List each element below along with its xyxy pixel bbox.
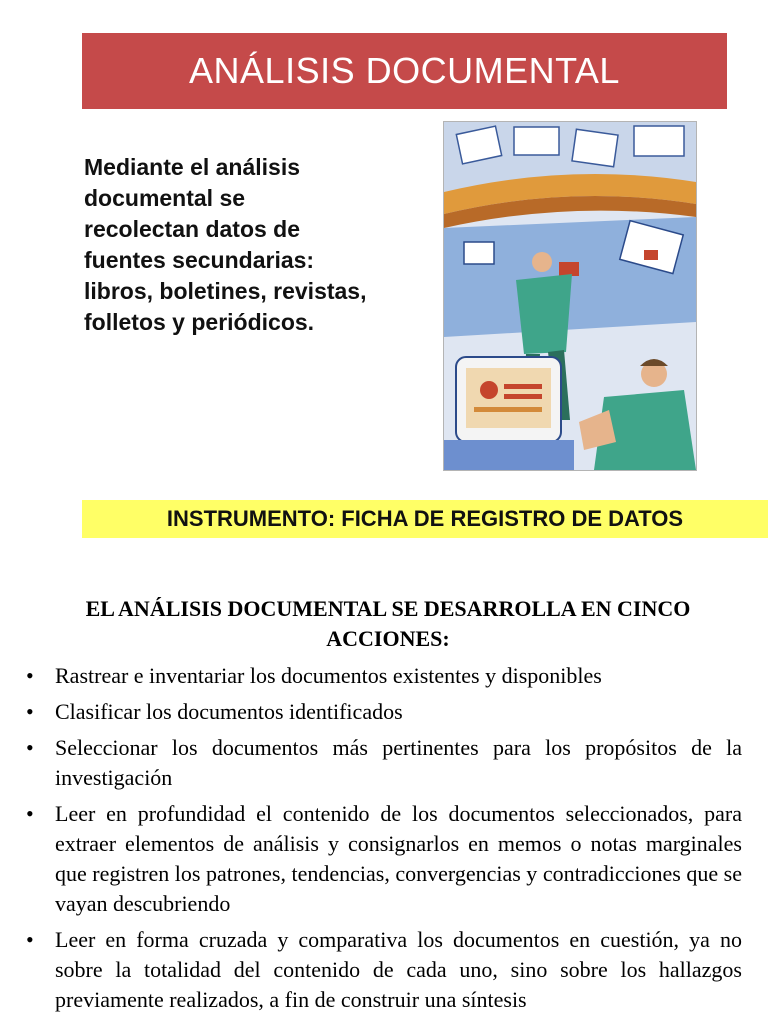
list-item — [26, 799, 742, 919]
intro-line: fuentes secundarias: — [84, 247, 315, 273]
intro-line: recolectan datos de — [84, 216, 301, 242]
list-item-text: Seleccionar los documentos más pertinentes para los propósitos de la investigación — [55, 735, 742, 790]
bullet-marker: • — [26, 699, 34, 724]
list-item — [26, 733, 742, 793]
intro-line: Mediante el análisis — [84, 154, 301, 180]
title-banner — [82, 33, 727, 109]
page-title: ANÁLISIS DOCUMENTAL — [189, 50, 620, 91]
document-analysis-illustration — [443, 121, 697, 471]
instrument-label: INSTRUMENTO: FICHA DE REGISTRO DE DATOS — [166, 506, 684, 531]
list-item — [26, 697, 742, 727]
instrument-banner — [82, 500, 768, 538]
list-item-text: Leer en profundidad el contenido de los documentos seleccionados, para extraer elementos de análisis y consignarlos en memos o notas marginales que registren los patrones, tendencias, convergencias y contradicciones que se vayan descubriendo — [55, 801, 742, 916]
list-item — [26, 925, 742, 1015]
intro-line: folletos y periódicos. — [84, 309, 315, 335]
illustration-graphic — [444, 122, 696, 470]
bullet-marker: • — [26, 663, 34, 688]
bullet-marker: • — [26, 735, 34, 760]
section-heading-line: ACCIONES: — [326, 626, 450, 651]
list-item — [26, 661, 742, 691]
section-heading-line: EL ANÁLISIS DOCUMENTAL SE DESARROLLA EN CINCO — [85, 596, 691, 621]
bullet-marker: • — [26, 801, 34, 826]
section-heading — [30, 594, 746, 654]
intro-line: documental se — [84, 185, 246, 211]
intro-text — [84, 152, 414, 338]
list-item-text: Rastrear e inventariar los documentos existentes y disponibles — [55, 663, 602, 688]
list-item-text: Leer en forma cruzada y comparativa los documentos en cuestión, ya no sobre la totalidad del contenido de cada uno, sino sobre los hallazgos previamente realizados, a fin de construir una síntesis — [55, 927, 742, 1012]
list-item-text: Clasificar los documentos identificados — [55, 699, 403, 724]
intro-line: libros, boletines, revistas, — [84, 278, 367, 304]
bullet-marker: • — [26, 927, 34, 952]
actions-list — [26, 661, 742, 1021]
